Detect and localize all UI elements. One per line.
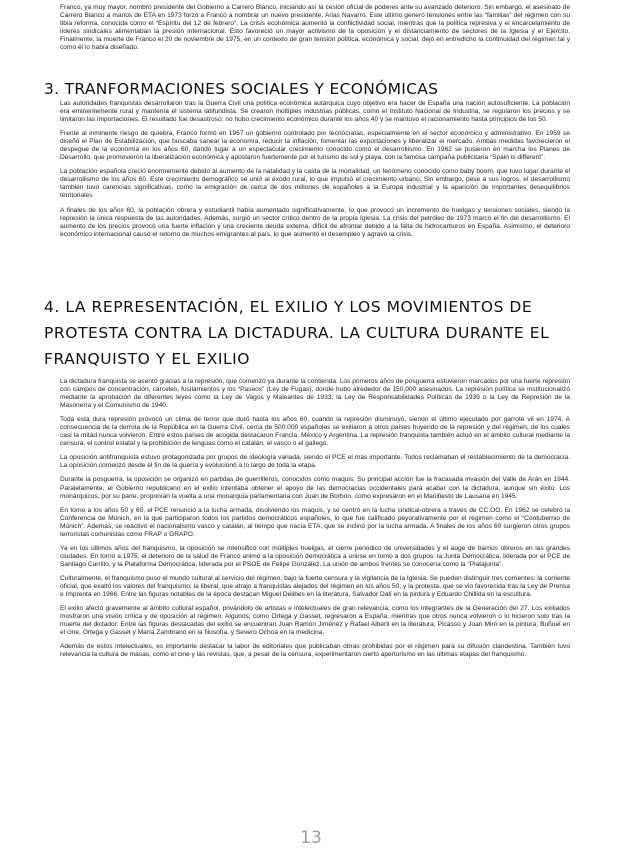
page-number: 13 bbox=[300, 828, 322, 848]
paragraph: Frente al inminente riesgo de quiebra, Franco formó en 1957 un gobierno controlado por tecnócratas, especialmente en el sector económico y administrativo. En 1959 se diseñó el Plan de Estabilización, que buscaba sanear la economía, reducir la inflación, fomentar las exportaciones y liberalizar el mercado. Ambas medidas favorecieron el despegue de la economía en los años 60, dando lugar a un espectacular crecimiento conocido como el desarrollismo. En 1962 se pusieron en marcha los Planes de Desarrollo, que promovieron la liberalización económica y apostaron fuertemente por el turismo de sol y playa, con la famosa campaña publicitaria “Spain is different”. bbox=[60, 130, 570, 162]
paragraph: El exilio afectó gravemente al ámbito cultural español, privándolo de artistas e intelectuales de gran relevancia, como los integrantes de la Generación del 27. Los exiliados mostraron una visión crítica y de oposición al régimen. Algunos, como Ortega y Gasset, regresaron a España, mientras que otros nunca volvieron o lo hicieron solo tras la muerte del dictador. Entre las figuras destacadas del exilio se encuentran Juan Ramón Jiménez y Rafael Alberti en la literatura, Picasso y Joan Miró en la pintura, Buñuel en el cine, Ortega y Gasset y María Zambrano en la filosofía, y Severo Ochoa en la medicina. bbox=[60, 605, 570, 637]
paragraph: Culturalmente, el franquismo puso el mundo cultural al servicio del régimen, bajo la fuerte censura y la vigilancia de la Iglesia. Se pueden distinguir tres corrientes: la corriente oficial, que exaltó los valores del franquismo; la liberal, que atrajo a franquistas alejados del régimen en los años 50; y la protesta, que se vio favorecida tras la Ley de Prensa e Imprenta en 1966. Entre las figuras notables de la época destacan Miguel Delibes en la literatura, Salvador Dalí en la pintura y Eduardo Chillida en la escultura. bbox=[60, 574, 570, 599]
section-heading: 4. LA REPRESENTACIÓN, EL EXILIO Y LOS MOVIMIENTOS DE PROTESTA CONTRA LA DICTADURA. LA CULTURA DURANTE EL FRANQUISTO Y EL EXILIO bbox=[44, 298, 550, 368]
paragraph: La dictadura franquista se asentó gracias a la represión, que comenzó ya durante la contienda. Los primeros años de posguerra estuvieron marcados por una fuerte represión con campos de concentración, cárceles, fusilamientos y los “Paseos” (Ley de Fugas), donde hubo alrededor de 150.000 asesinados. La represión política se institucionalizó mediante la aprobación de diferentes leyes como la Ley de Vagos y Maleantes de 1933, la Ley de Responsabilidades Políticas de 1939 o la Ley de Represión de la Masonería y el Comunismo de 1940. bbox=[60, 378, 570, 410]
paragraph: A finales de los años 60, la población obrera y estudiantil había aumentado significativamente, lo que provocó un incremento de huelgas y tensiones sociales, siendo la represión la única respuesta de las autoridades. Además, surgió un sector crítico dentro de la propia Iglesia. La crisis del petróleo de 1973 marcó el fin del desarrollismo. El aumento de los precios provocó una fuerte inflación y una creciente deuda externa, difícil de afrontar debido a la falta de hidrocarburos en España. Asimismo, el deterioro económico internacional causó el retorno de muchos emigrantes al país, lo que aumentó el desempleo y agravó la crisis. bbox=[60, 206, 570, 238]
paragraph: Ya en los últimos años del franquismo, la oposición se intensificó con múltiples huelgas, el cierre periódico de universidades y el auge de barrios obreros en las grandes ciudades. En torno a 1975, el deterioro de la salud de Franco animó a la oposición democrática a unirse en torno a dos grupos: la Junta Democrática, liderada por el PCE de Santiago Carrillo, y la Plataforma Democrática, liderada por el PSOE de Felipe González. La unión de ambos frentes se conocería como la “Platajunta”. bbox=[60, 544, 570, 568]
section-heading: 3. TRANFORMACIONES SOCIALES Y ECONÓMICAS bbox=[44, 80, 439, 98]
paragraph: La población española creció enormemente debido al aumento de la natalidad y la caída de la mortalidad, un fenómeno conocido como baby boom, que tuvo lugar durante el desarrollismo de los años 60. Este crecimiento demográfico se unió al éxodo rural, lo que impulsó el crecimiento urbano. Sin embargo, pese a sus logros, el desarrollismo también tuvo carencias significativas, como la emigración de cerca de dos millones de españoles a la Europa industrial y la aparición de importantes desequilibrios territoriales bbox=[60, 168, 570, 200]
paragraph: Toda esta dura represión provocó un clima de terror que duró hasta los años 60, cuando la represión disminuyó, siendo el último ejecutado por garrote vil en 1974. A consecuencia de la derrota de la República en la Guerra Civil, cerca de 500.000 españoles se exiliaron a otros países huyendo de la represión y del régimen, de los cuales casi la mitad nunca volvieron. Entre estos países de acogida destacaron Francia, México y Argentina. La represión franquista también actuó en el ámbito cultural mediante la censura, el control estatal y la prohibición de lenguas como el catalán, el vasco o el gallego. bbox=[60, 416, 570, 448]
paragraph: Además de estos intelectuales, es importante destacar la labor de editoriales que publicaban obras prohibidas por el régimen para su difusión clandestina. También tuvo relevancia la cultura de masas, como el cine y las revistas, que, a pesar de la censura, experimentaron cierto aperturismo en las últimas etapas del franquismo. bbox=[60, 643, 570, 659]
intro-text bbox=[0, 4, 622, 58]
paragraph: En torno a los años 50 y 60, el PCE renunció a la lucha armada, disolviendo los maquis, y se centró en la lucha sindical-obrera a través de CC.OO. En 1962 se celebró la Conferencia de Múnich, en la que participaron todos los partidos democráticos españoles, lo que fue calificado peyorativamente por el régimen como el “Contubernio de Múnich”. Además, se reactivó el nacionalismo vasco y catalán, al tiempo que nacía ETA, que se inclinó por la lucha armada. A finales de los años 60 surgieron otros grupos terroristas comunistas como FRAP o GRAPO. bbox=[60, 506, 570, 538]
paragraph: La oposición antifranquista estuvo protagonizada por grupos de ideología variada, siendo el PCE el más importante. Todos reclamaban el restablecimiento de la democracia. La oposición comenzó desde el fin de la guerra y evolucionó a lo largo de toda la etapa. bbox=[60, 454, 570, 470]
section-4 bbox=[0, 294, 622, 665]
paragraph: Las autoridades franquistas desarrollaron tras la Guerra Civil una política económica autárquica cuyo objetivo era hacer de España una nación autosuficiente. La población era eminentemente rural y mantenía el sistema latifundista. Se crearon múltiples industrias públicas, como el Instituto Nacional de Industria, se regularon los precios y se limitaron las importaciones. El resultado fue desastroso: no hubo crecimiento económico durante los años 40 y se mantuvo el racionamiento hasta principios de los 50. bbox=[60, 100, 570, 124]
paragraph: Franco, ya muy mayor, nombró presidente del Gobierno a Carrero Blanco, iniciando así la cesión oficial de poderes ante su avanzado deterioro. Sin embargo, el asesinato de Carrero Blanco a manos de ETA en 1973 forzó a Franco a nombrar un nuevo presidente, Arias Navarro. Este último generó tensiones entre las “familias” del régimen con su tibia reforma, conocida como el “Espíritu del 12 de febrero”. La crisis económica aumentó la conflictividad social, mientras que la política represiva y el encarcelamiento de líderes sindicales alimentaban la presión internacional. Esto favoreció un mayor activismo de la oposición y el distanciamiento de sectores de la Iglesia y el Ejército. Finalmente, la muerte de Franco el 20 de noviembre de 1975, en un contexto de gran tensión política, económica y social, dejó en entredicho la continuidad del régimen tal y como él lo había diseñado. bbox=[60, 4, 570, 52]
paragraph: Durante la posguerra, la oposición se organizó en partidas de guerrilleros, conocidos como maquis. Su principal acción fue la fracasada invasión del Valle de Arán en 1944. Paralelamente, el Gobierno republicano en el exilio intentaba obtener el apoyo de las democracias occidentales para acabar con la dictadura, aunque sin éxito. Los monárquicos, por su parte, proponían la vuelta a una monarquía parlamentaria con Juan de Borbón, como expresaron en el Manifiesto de Lausana en 1945. bbox=[60, 476, 570, 500]
section-3 bbox=[0, 80, 622, 245]
